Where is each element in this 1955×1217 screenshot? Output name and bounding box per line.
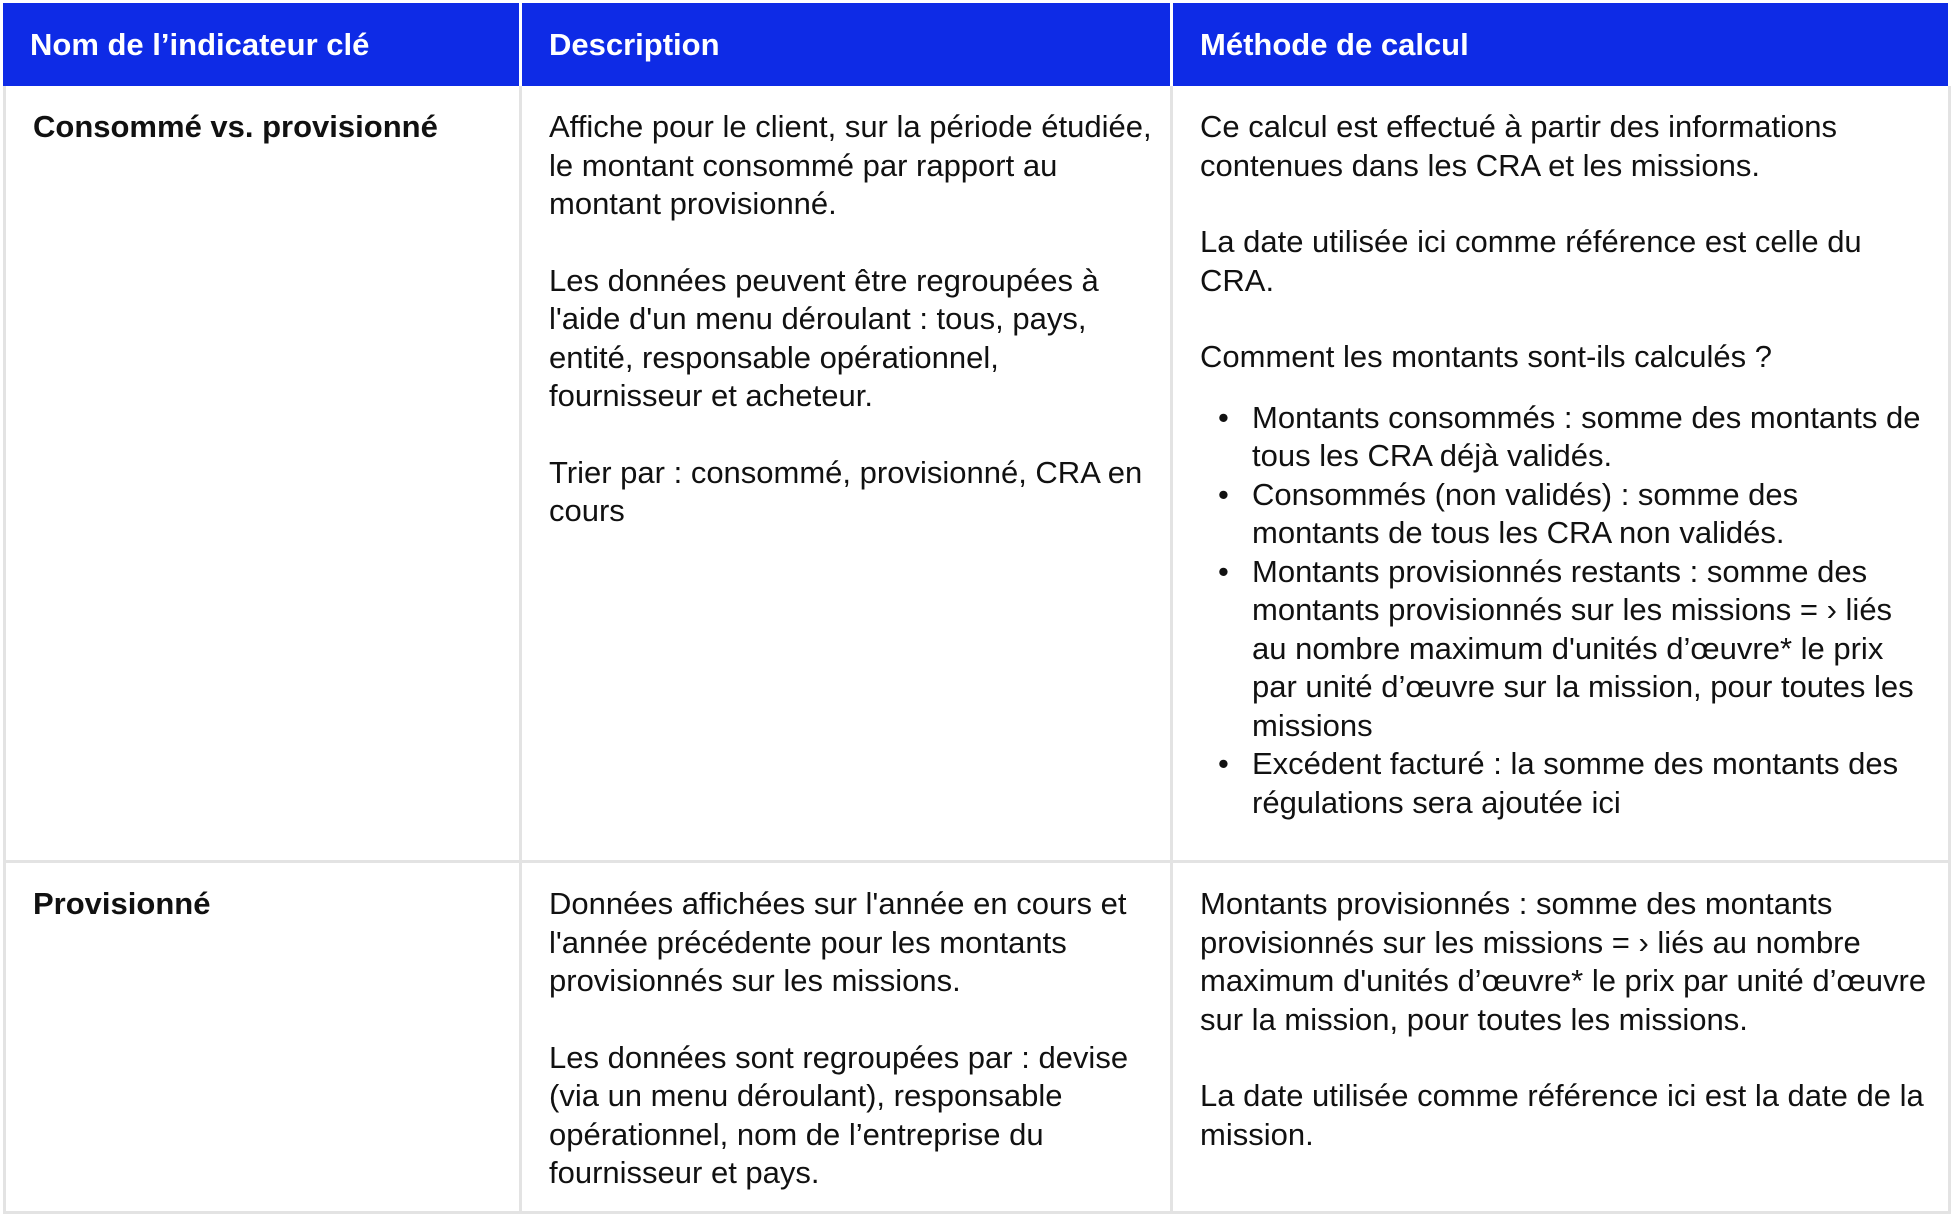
list-item-text: Montants consommés : somme des montants de tous les CRA déjà validés.: [1252, 399, 1921, 473]
list-item-text: Excédent facturé : la somme des montants des régulations sera ajoutée ici: [1252, 746, 1899, 820]
row-1-description-paragraph: Les données peuvent être regroupées à l'aide d'un menu déroulant : tous, pays, entité, responsable opérationnel, fournisseur et acheteur.: [549, 262, 1099, 413]
row-1-description-paragraph: Affiche pour le client, sur la période étudiée, le montant consommé par rapport au montant provisionné.: [549, 109, 1152, 221]
row-1-method-paragraph: La date utilisée ici comme référence est celle du CRA.: [1200, 224, 1862, 298]
row-2-method-paragraph: Montants provisionnés : somme des montants provisionnés sur les missions = › liés au nombre maximum d'unités d’œuvre* le prix par unité d’œuvre sur la mission, pour toutes les missions.: [1200, 886, 1927, 1037]
row-1-method-bullet-list: [1200, 399, 1930, 823]
row-2-indicator-name: Provisionné: [33, 886, 211, 921]
row-1-method-paragraph: Comment les montants sont-ils calculés ?: [1200, 339, 1773, 374]
row-1-method-cell: [1173, 86, 1951, 863]
bullet-icon: •: [1218, 476, 1229, 512]
list-item-text: Consommés (non validés) : somme des montants de tous les CRA non validés.: [1252, 476, 1799, 550]
row-2-indicator-cell: [3, 863, 522, 1214]
row-1-method-paragraph: Ce calcul est effectué à partir des informations contenues dans les CRA et les missions.: [1200, 109, 1837, 183]
row-2-method-cell: [1173, 863, 1951, 1214]
row-1-description-cell: [522, 86, 1173, 863]
bullet-icon: •: [1218, 399, 1229, 435]
list-item: [1218, 399, 1930, 476]
list-item: [1218, 553, 1930, 746]
row-2-description-paragraph: Les données sont regroupées par : devise (via un menu déroulant), responsable opérationnel, nom de l’entreprise du fournisseur et pays.: [549, 1039, 1129, 1190]
bullet-icon: •: [1218, 746, 1229, 781]
kpi-table: [3, 3, 1951, 1214]
row-1-description-paragraph: Trier par : consommé, provisionné, CRA en cours: [549, 454, 1143, 528]
bullet-icon: •: [1218, 553, 1229, 589]
column-header-indicator-name: Nom de l’indicateur clé: [3, 3, 522, 86]
row-2-description-cell: [522, 863, 1173, 1214]
list-item: [1218, 745, 1930, 822]
list-item: [1218, 476, 1930, 553]
row-2-description-paragraph: Données affichées sur l'année en cours et l'année précédente pour les montants provisionnés sur les missions.: [549, 886, 1127, 998]
column-header-calculation-method: Méthode de calcul: [1173, 3, 1951, 86]
column-header-description: Description: [522, 3, 1173, 86]
row-1-indicator-name: Consommé vs. provisionné: [33, 109, 438, 144]
row-1-indicator-cell: [3, 86, 522, 863]
row-2-method-paragraph: La date utilisée comme référence ici est la date de la mission.: [1200, 1078, 1924, 1152]
list-item-text: Montants provisionnés restants : somme des montants provisionnés sur les missions = › liés au nombre maximum d'unités d’œuvre* le prix par unité d’œuvre sur la mission, pour toutes les missions: [1252, 553, 1914, 743]
